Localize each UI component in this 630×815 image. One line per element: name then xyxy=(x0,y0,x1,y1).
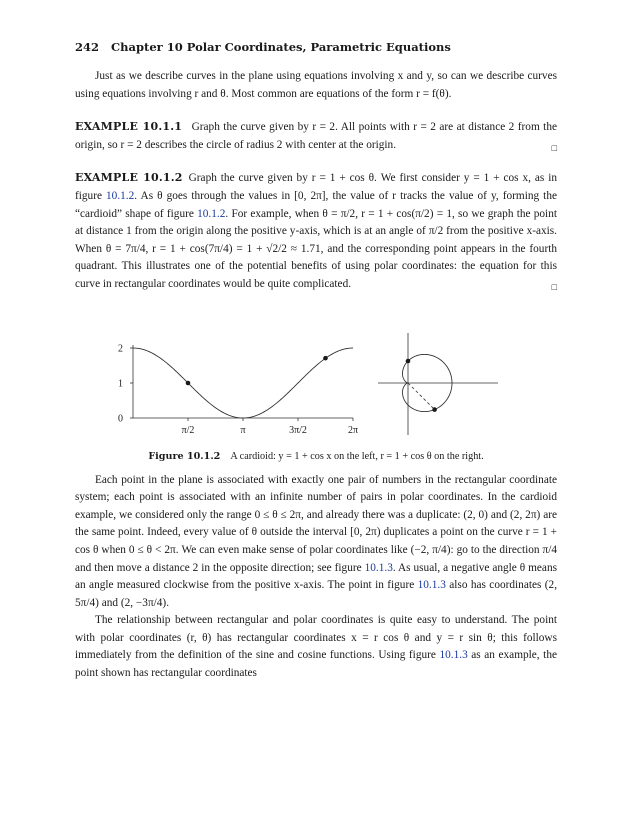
example-text-c: . For example, when θ = π/2, r = 1 + cos(π/2) = 1, so we graph the point at distance 1 from the origin along the positive y-axis, which is at an angle of π/2 from the positive x-axis. When θ = 7π/4, r = 1 + cos(7π/4) = 1 + √2/2 ≈ 1.71, and the corresponding point appears in the fourth quadrant. This illustrates one of the potential benefits of using polar coordinates: the equation for this curve in rectangular coordinates would be quite complicated. xyxy=(75,207,557,290)
chapter-title: Chapter 10 Polar Coordinates, Parametric Equations xyxy=(111,40,451,54)
example-10-1-2 xyxy=(75,169,557,293)
qed-box: □ xyxy=(551,281,557,292)
figure-10-1-2 xyxy=(75,304,557,449)
x-tick-label: 2π xyxy=(347,424,359,436)
intro-paragraph: Just as we describe curves in the plane using equations involving x and y, so can we describe curves using equations involving r and θ. Most common are equations of the form r = f(θ). xyxy=(75,70,557,100)
qed-box: □ xyxy=(551,142,557,153)
y-tick-label: 0 xyxy=(118,413,123,425)
figure-link[interactable]: 10.1.2 xyxy=(197,207,226,220)
y-tick-label: 2 xyxy=(118,343,123,355)
highlight-point xyxy=(323,355,328,360)
figure-link[interactable]: 10.1.3 xyxy=(364,561,393,574)
figure-link[interactable]: 10.1.3 xyxy=(417,579,446,592)
highlight-point xyxy=(186,380,191,385)
example-10-1-1 xyxy=(75,118,557,154)
y-tick-label: 1 xyxy=(118,378,123,390)
dashed-ray xyxy=(408,383,435,410)
example-text: Graph the curve given by r = 2. All points with r = 2 are at distance 2 from the origin, so r = 2 describes the circle of radius 2 with center at the origin. xyxy=(75,121,557,151)
page-number: 242 xyxy=(75,40,100,54)
para-text-b: . As usual, a negative angle θ means an angle measured clockwise from the positive x-axis. The point in figure xyxy=(75,561,557,592)
x-tick-label: π xyxy=(240,424,246,436)
cardioid-figure xyxy=(75,304,557,449)
running-head xyxy=(75,40,557,54)
para-text-b: as an example, the point shown has rectangular coordinates xyxy=(75,649,557,680)
page xyxy=(75,40,557,683)
cosine-plot xyxy=(118,343,358,436)
cosine-curve xyxy=(133,348,353,418)
figure-caption xyxy=(75,451,557,462)
paragraph-duplicates xyxy=(75,472,557,613)
highlight-point xyxy=(406,358,411,363)
para-text-a: Each point in the plane is associated with exactly one pair of numbers in the rectangular coordinate system; each point is associated with an infinite number of pairs in polar coordinates. In the cardioid example, we considered only the range 0 ≤ θ ≤ 2π, and already there was a duplicate: (2, 0) and (2, 2π) are the same point. Indeed, every value of θ outside the interval [0, 2π) duplicates a point on the curve r = 1 + cos θ when 0 ≤ θ < 2π. We can even make sense of polar coordinates like (−2, π/4): go to the direction π/4 and then move a distance 2 in the opposite direction; see figure xyxy=(75,473,557,574)
x-tick-label: π/2 xyxy=(181,424,195,436)
example-label: EXAMPLE 10.1.1 xyxy=(75,120,183,134)
figure-link[interactable]: 10.1.3 xyxy=(439,649,468,662)
example-label: EXAMPLE 10.1.2 xyxy=(75,171,183,185)
example-text-a: Graph the curve given by r = 1 + cos θ. We first consider y = 1 + cos x, as in figure xyxy=(75,172,557,202)
para-text-c: also has coordinates (2, 5π/4) and (2, −3π/4). xyxy=(75,579,558,609)
paragraph-conversion xyxy=(75,612,557,682)
cardioid-plot xyxy=(378,333,498,435)
para-text-a: The relationship between rectangular and polar coordinates is quite easy to understand. The point with polar coordinates (r, θ) has rectangular coordinates x = r cos θ and y = r sin θ; this follows immediately from the definition of the sine and cosine functions. Using figure xyxy=(75,614,557,662)
caption-label: Figure 10.1.2 xyxy=(148,450,221,462)
x-tick-label: 3π/2 xyxy=(289,424,307,436)
figure-link[interactable]: 10.1.2 xyxy=(106,189,135,202)
example-text-b: . As θ goes through the values in [0, 2π], the value of r tracks the value of y, forming the “cardioid” shape of figure xyxy=(75,189,557,220)
caption-text: A cardioid: y = 1 + cos x on the left, r = 1 + cos θ on the right. xyxy=(230,450,484,462)
